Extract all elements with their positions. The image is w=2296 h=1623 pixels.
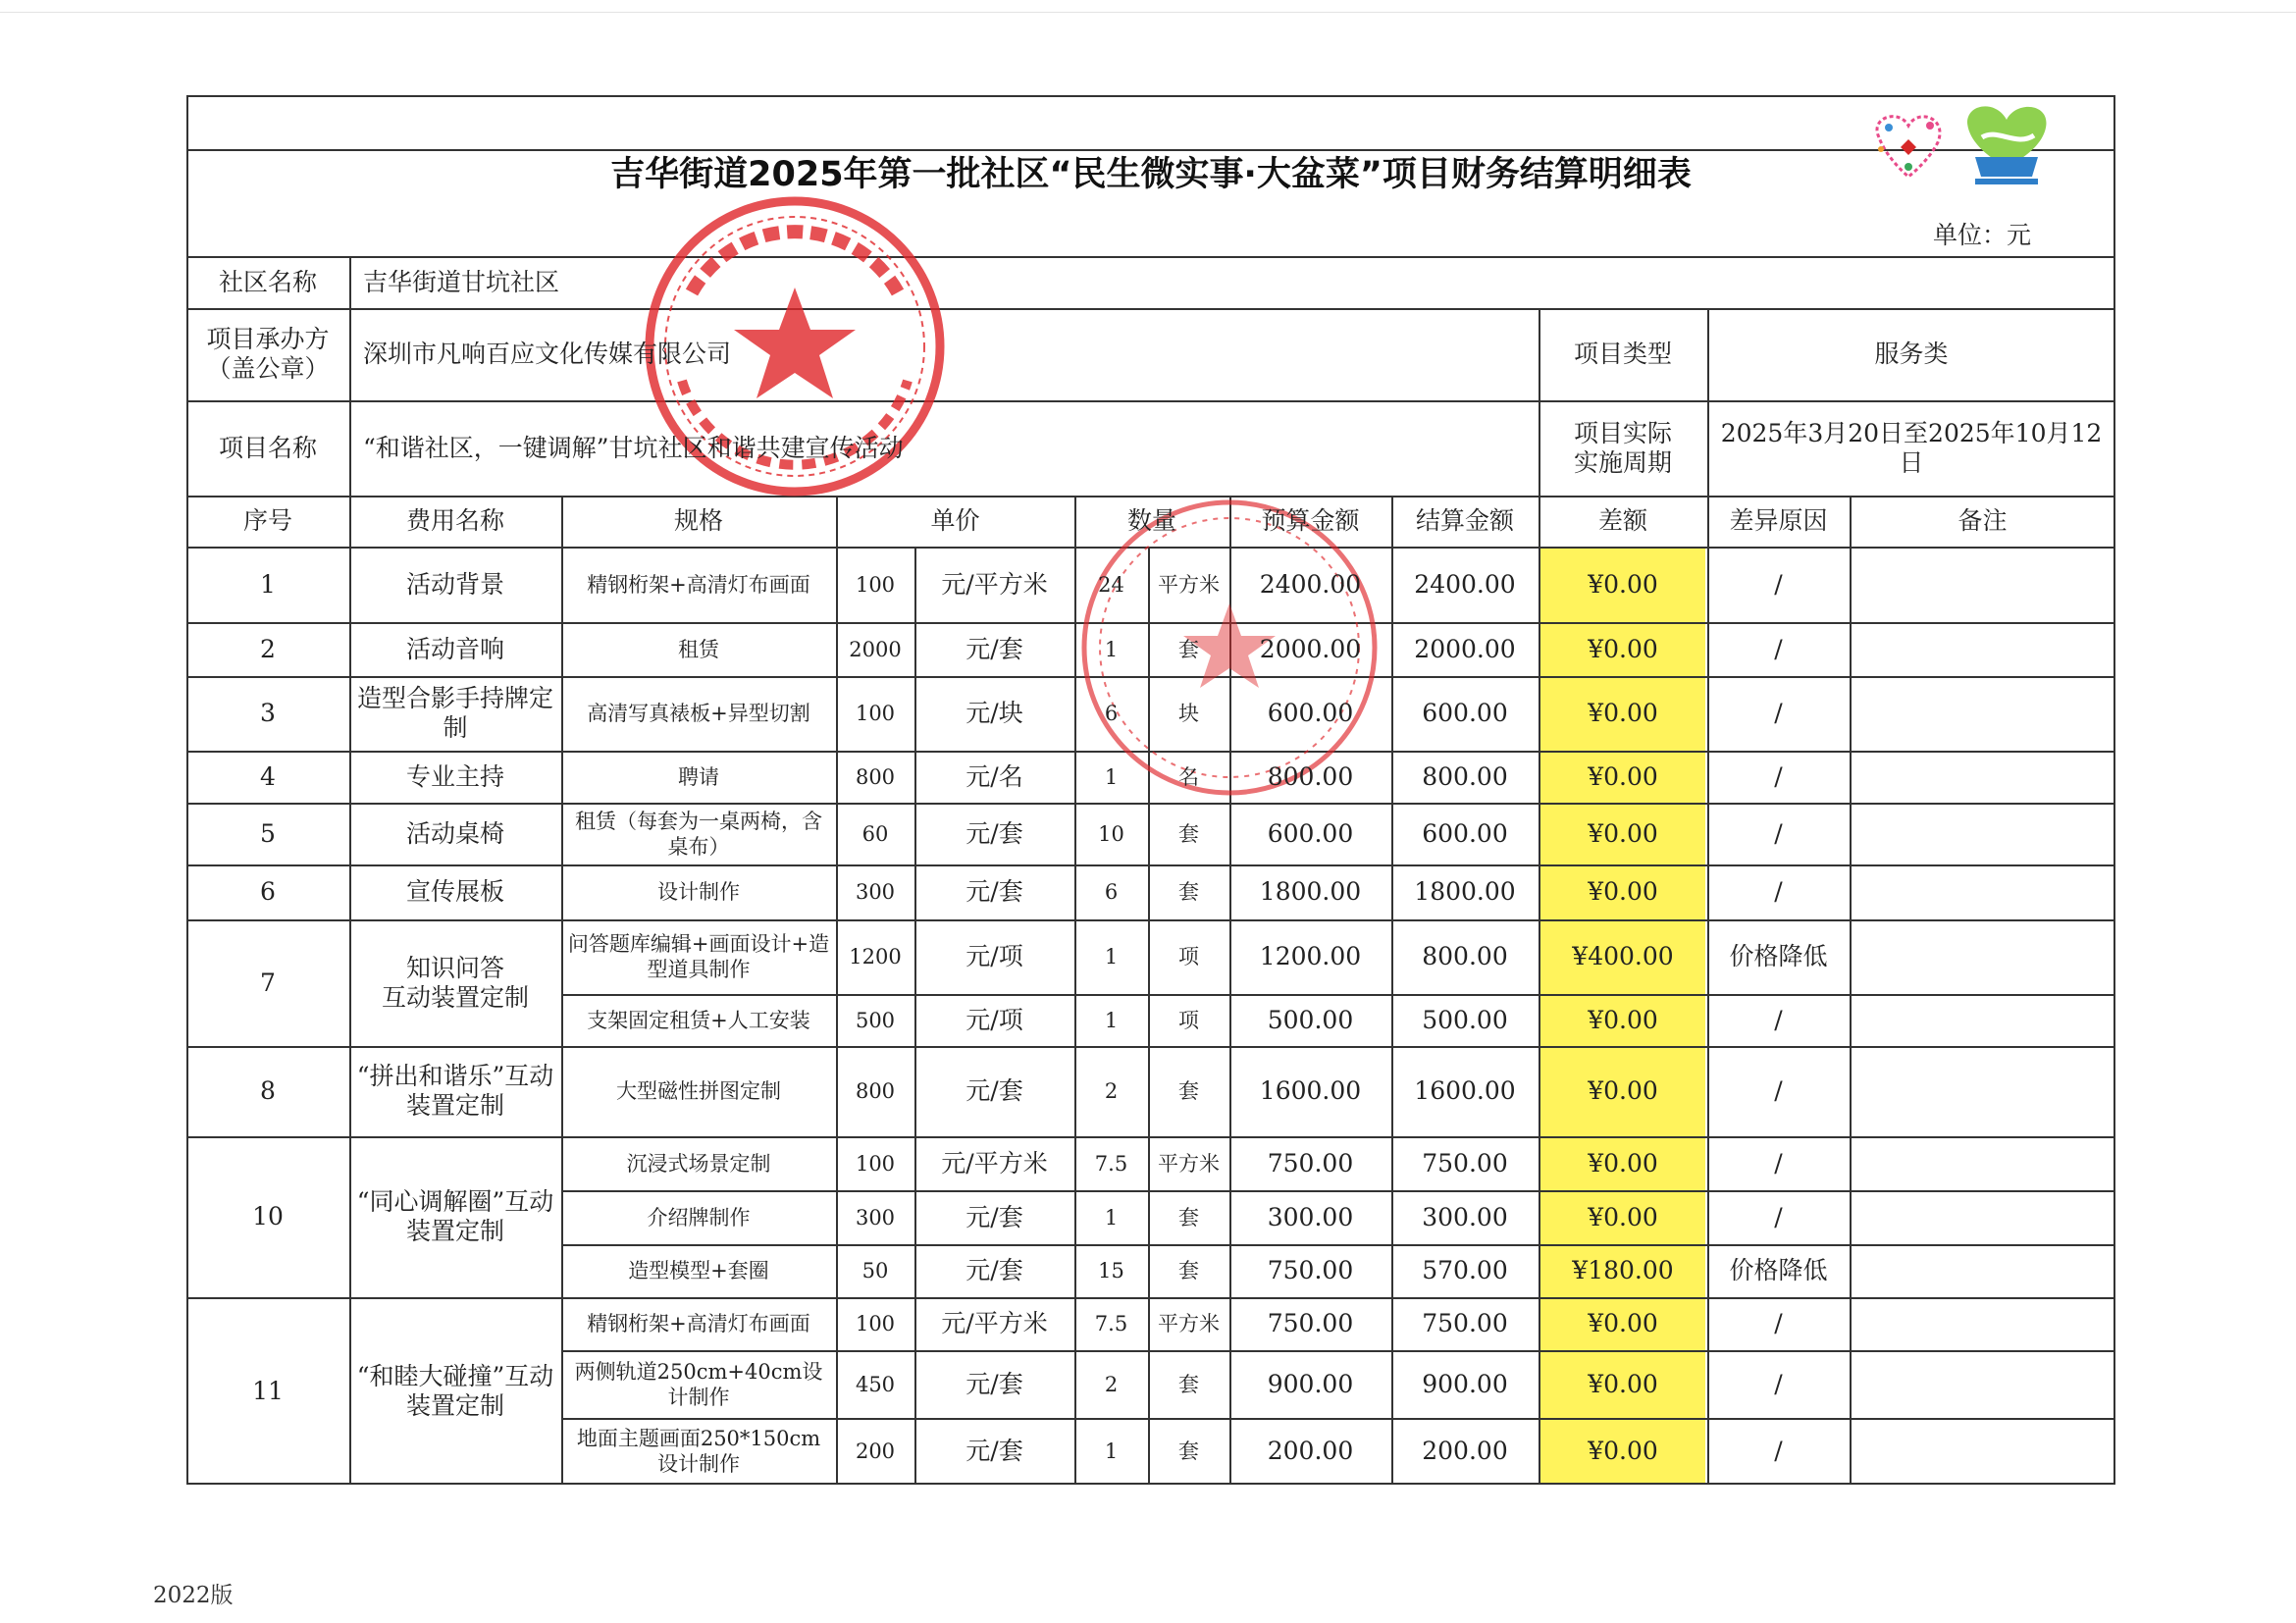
cell-settle: 2400.00 xyxy=(1414,569,1516,599)
col-header-fee-name: 费用名称 xyxy=(405,506,504,535)
cell-price: 2000 xyxy=(849,637,902,661)
cell-diff: ¥0.00 xyxy=(1588,761,1658,791)
cell-budget: 600.00 xyxy=(1267,699,1354,727)
cell-qty: 6 xyxy=(1104,880,1119,904)
cell-qty-unit: 套 xyxy=(1178,1372,1199,1396)
cell-spec: 租赁 xyxy=(678,637,719,661)
cell-budget: 1800.00 xyxy=(1259,877,1362,906)
cell-qty-unit: 套 xyxy=(1178,880,1199,904)
cell-qty-unit: 块 xyxy=(1178,702,1199,725)
rule xyxy=(1850,496,1852,1485)
community-label: 社区名称 xyxy=(218,267,317,296)
cell-diff: ¥0.00 xyxy=(1588,1202,1658,1231)
cell-settle: 600.00 xyxy=(1422,818,1508,848)
cell-price-unit: 元/套 xyxy=(965,1437,1023,1465)
cell-reason: / xyxy=(1774,1076,1783,1105)
cell-price: 1200 xyxy=(849,945,902,969)
cell-reason: / xyxy=(1774,761,1783,791)
row-number: 6 xyxy=(260,877,276,906)
col-header-diff: 差额 xyxy=(1597,506,1647,535)
period-label: 项目实际 实施周期 xyxy=(1573,418,1672,477)
heart-logo-icon xyxy=(1859,98,2065,191)
cell-price-unit: 元/项 xyxy=(965,1005,1023,1034)
cell-budget: 500.00 xyxy=(1267,1005,1354,1034)
cell-qty-unit: 名 xyxy=(1178,764,1199,789)
cell-price: 800 xyxy=(855,1079,896,1103)
cell-budget: 750.00 xyxy=(1267,1148,1354,1178)
col-header-qty: 数量 xyxy=(1126,506,1176,535)
cell-qty: 1 xyxy=(1104,1205,1119,1230)
project-name-value: “和谐社区，一键调解”甘坑社区和谐共建宣传活动 xyxy=(363,433,904,462)
row-number: 1 xyxy=(260,569,276,599)
cell-diff: ¥0.00 xyxy=(1588,1076,1658,1105)
cell-spec: 沉浸式场景定制 xyxy=(626,1151,771,1176)
community-value: 吉华街道甘坑社区 xyxy=(363,267,560,296)
cell-price-unit: 元/项 xyxy=(965,942,1023,970)
cell-qty: 1 xyxy=(1104,945,1119,969)
cell-price: 500 xyxy=(855,1008,896,1032)
cell-diff: ¥180.00 xyxy=(1572,1256,1674,1284)
col-header-spec: 规格 xyxy=(673,506,723,535)
cell-qty-unit: 项 xyxy=(1178,1008,1199,1032)
cell-spec: 大型磁性拼图定制 xyxy=(616,1079,781,1103)
cell-qty: 24 xyxy=(1098,572,1124,597)
cell-qty-unit: 项 xyxy=(1178,945,1199,969)
cell-diff: ¥0.00 xyxy=(1588,1309,1658,1337)
cell-budget: 750.00 xyxy=(1267,1309,1354,1337)
cell-reason: / xyxy=(1774,1005,1783,1034)
cell-spec: 精钢桁架+高清灯布画面 xyxy=(587,1312,810,1335)
project-type-value: 服务类 xyxy=(1874,340,1949,368)
cell-settle: 800.00 xyxy=(1422,761,1508,791)
cell-qty-unit: 套 xyxy=(1178,1440,1199,1463)
cell-spec: 租赁（每套为一桌两椅，含桌布） xyxy=(575,809,822,859)
cell-spec: 设计制作 xyxy=(657,880,740,904)
cell-price-unit: 元/块 xyxy=(965,699,1023,727)
fee-name: “拼出和谐乐”互动装置定制 xyxy=(356,1062,554,1120)
cell-settle: 750.00 xyxy=(1422,1148,1508,1178)
cell-spec: 支架固定租赁+人工安装 xyxy=(587,1008,810,1032)
project-name-label: 项目名称 xyxy=(218,433,317,462)
cell-diff: ¥0.00 xyxy=(1588,877,1658,906)
cell-price-unit: 元/套 xyxy=(965,634,1023,663)
cell-diff: ¥0.00 xyxy=(1588,1369,1658,1398)
cell-qty: 2 xyxy=(1104,1372,1119,1396)
cell-price: 300 xyxy=(855,1205,896,1230)
cell-qty: 1 xyxy=(1104,637,1119,661)
cell-budget: 2400.00 xyxy=(1259,569,1362,599)
col-header-remark: 备注 xyxy=(1957,506,2008,535)
cell-qty: 6 xyxy=(1104,702,1119,725)
cell-reason: 价格降低 xyxy=(1729,1256,1828,1284)
cell-settle: 500.00 xyxy=(1422,1005,1508,1034)
cell-qty: 2 xyxy=(1104,1079,1119,1103)
cell-price: 800 xyxy=(855,764,896,789)
cell-spec: 两侧轨道250cm+40cm设计制作 xyxy=(574,1359,823,1409)
cell-diff: ¥400.00 xyxy=(1572,942,1674,970)
unit-label: 单位：元 xyxy=(1933,221,2032,249)
cell-price-unit: 元/套 xyxy=(965,1369,1023,1398)
cell-qty: 7.5 xyxy=(1094,1151,1128,1176)
cell-diff: ¥0.00 xyxy=(1588,818,1658,848)
fee-name: 活动音响 xyxy=(405,634,504,663)
row-number: 4 xyxy=(260,761,276,791)
col-header-budget: 预算金额 xyxy=(1261,506,1360,535)
cell-settle: 800.00 xyxy=(1422,942,1508,970)
cell-reason: 价格降低 xyxy=(1729,942,1828,970)
cell-qty-unit: 平方米 xyxy=(1158,1151,1220,1176)
scan-edge xyxy=(0,12,2296,13)
cell-budget: 750.00 xyxy=(1267,1256,1354,1284)
organizer-value: 深圳市凡响百应文化传媒有限公司 xyxy=(363,340,732,368)
cell-diff: ¥0.00 xyxy=(1588,1437,1658,1465)
cell-qty-unit: 套 xyxy=(1178,1205,1199,1230)
cell-qty: 7.5 xyxy=(1094,1312,1128,1335)
fee-name: 专业主持 xyxy=(405,761,504,791)
row-number: 5 xyxy=(260,818,276,848)
organizer-label: 项目承办方 （盖公章） xyxy=(206,325,330,383)
row-number: 11 xyxy=(252,1376,284,1405)
fee-name: 活动背景 xyxy=(405,569,504,599)
cell-settle: 2000.00 xyxy=(1414,634,1516,663)
cell-settle: 900.00 xyxy=(1422,1369,1508,1398)
cell-qty: 1 xyxy=(1104,764,1119,789)
cell-spec: 高清写真裱板+异型切割 xyxy=(587,702,810,725)
fee-name: 活动桌椅 xyxy=(405,818,504,848)
cell-qty: 1 xyxy=(1104,1440,1119,1463)
fee-name: 知识问答 互动装置定制 xyxy=(381,953,529,1012)
col-header-no: 序号 xyxy=(242,506,292,535)
cell-reason: / xyxy=(1774,818,1783,848)
cell-reason: / xyxy=(1774,877,1783,906)
row-number: 8 xyxy=(260,1076,276,1105)
cell-qty-unit: 套 xyxy=(1178,821,1199,846)
fee-name: “和睦大碰撞”互动装置定制 xyxy=(356,1361,554,1420)
cell-price: 450 xyxy=(855,1372,896,1396)
period-value: 2025年3月20日至2025年10月12日 xyxy=(1720,418,2103,477)
cell-reason: / xyxy=(1774,634,1783,663)
cell-reason: / xyxy=(1774,569,1783,599)
cell-qty-unit: 套 xyxy=(1178,637,1199,661)
cell-price-unit: 元/套 xyxy=(965,818,1023,848)
cell-price-unit: 元/套 xyxy=(965,1256,1023,1284)
cell-budget: 900.00 xyxy=(1267,1369,1354,1398)
cell-reason: / xyxy=(1774,1202,1783,1231)
cell-price-unit: 元/套 xyxy=(965,1076,1023,1105)
cell-budget: 1200.00 xyxy=(1259,942,1362,970)
cell-price-unit: 元/套 xyxy=(965,877,1023,906)
cell-settle: 200.00 xyxy=(1422,1437,1508,1465)
cell-price: 300 xyxy=(855,880,896,904)
cell-budget: 2000.00 xyxy=(1259,634,1362,663)
cell-spec: 问答题库编辑+画面设计+造型道具制作 xyxy=(567,932,830,981)
document-title: 吉华街道2025年第一批社区“民生微实事·大盆菜”项目财务结算明细表 xyxy=(610,155,1692,194)
cell-settle: 300.00 xyxy=(1422,1202,1508,1231)
cell-qty: 10 xyxy=(1098,821,1124,846)
cell-price: 100 xyxy=(855,702,896,725)
cell-spec: 聘请 xyxy=(678,764,719,789)
cell-reason: / xyxy=(1774,1148,1783,1178)
cell-reason: / xyxy=(1774,1309,1783,1337)
row-number: 2 xyxy=(260,634,276,663)
cell-diff: ¥0.00 xyxy=(1588,1148,1658,1178)
col-header-reason: 差异原因 xyxy=(1729,506,1828,535)
project-type-label: 项目类型 xyxy=(1573,340,1672,368)
col-header-unit-price: 单价 xyxy=(930,506,980,535)
cell-price: 100 xyxy=(855,572,896,597)
cell-settle: 1600.00 xyxy=(1414,1076,1516,1105)
cell-settle: 570.00 xyxy=(1422,1256,1508,1284)
cell-price: 200 xyxy=(855,1440,896,1463)
cell-price: 60 xyxy=(861,821,889,846)
fee-name: “同心调解圈”互动装置定制 xyxy=(356,1187,554,1245)
cell-qty: 1 xyxy=(1104,1008,1119,1032)
cell-budget: 200.00 xyxy=(1267,1437,1354,1465)
cell-reason: / xyxy=(1774,699,1783,727)
cell-price-unit: 元/平方米 xyxy=(941,1148,1048,1178)
version-footer: 2022版 xyxy=(153,1583,234,1608)
cell-budget: 800.00 xyxy=(1267,761,1354,791)
cell-price-unit: 元/名 xyxy=(965,761,1023,791)
cell-price-unit: 元/平方米 xyxy=(941,1309,1048,1337)
cell-price-unit: 元/套 xyxy=(965,1202,1023,1231)
cell-reason: / xyxy=(1774,1369,1783,1398)
row-number: 7 xyxy=(260,968,276,997)
cell-budget: 1600.00 xyxy=(1259,1076,1362,1105)
cell-spec: 精钢桁架+高清灯布画面 xyxy=(587,572,810,597)
cell-qty: 15 xyxy=(1098,1259,1124,1283)
cell-spec: 造型模型+套圈 xyxy=(628,1259,769,1283)
cell-price: 100 xyxy=(855,1151,896,1176)
cell-qty-unit: 平方米 xyxy=(1158,572,1220,597)
cell-price-unit: 元/平方米 xyxy=(941,569,1048,599)
fee-name: 宣传展板 xyxy=(405,877,504,906)
cell-budget: 300.00 xyxy=(1267,1202,1354,1231)
cell-price: 100 xyxy=(855,1312,896,1335)
cell-qty-unit: 平方米 xyxy=(1158,1312,1220,1335)
cell-diff: ¥0.00 xyxy=(1588,699,1658,727)
cell-budget: 600.00 xyxy=(1267,818,1354,848)
cell-settle: 750.00 xyxy=(1422,1309,1508,1337)
row-number: 10 xyxy=(252,1202,284,1230)
cell-spec: 地面主题画面250*150cm设计制作 xyxy=(576,1427,821,1476)
cell-reason: / xyxy=(1774,1437,1783,1465)
cell-spec: 介绍牌制作 xyxy=(647,1205,751,1230)
cell-qty-unit: 套 xyxy=(1178,1079,1199,1103)
cell-settle: 1800.00 xyxy=(1414,877,1516,906)
cell-diff: ¥0.00 xyxy=(1588,634,1658,663)
cell-settle: 600.00 xyxy=(1422,699,1508,727)
row-number: 3 xyxy=(260,699,276,727)
cell-diff: ¥0.00 xyxy=(1588,1005,1658,1034)
col-header-settle: 结算金额 xyxy=(1415,506,1514,535)
cell-diff: ¥0.00 xyxy=(1588,569,1658,599)
cell-price: 50 xyxy=(861,1259,889,1283)
fee-name: 造型合影手持牌定制 xyxy=(356,684,553,742)
cell-qty-unit: 套 xyxy=(1178,1259,1199,1283)
